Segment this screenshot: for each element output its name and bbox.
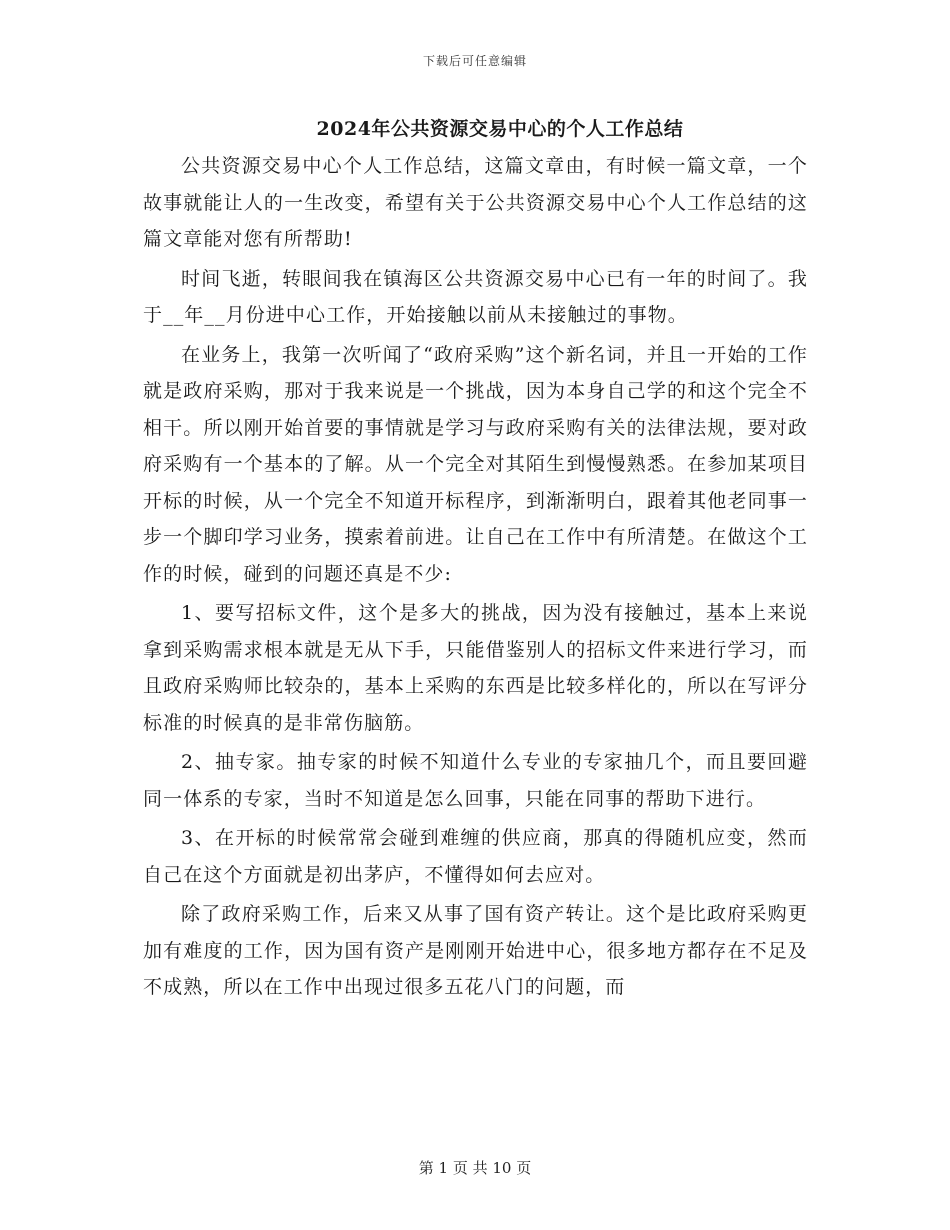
header-note: 下载后可任意编辑: [422, 54, 527, 68]
paragraph: 3、在开标的时候常常会碰到难缠的供应商，那真的得随机应变，然而自己在这个方面就是初出茅庐，不懂得如何去应对。: [143, 827, 808, 886]
paragraph: 除了政府采购工作，后来又从事了国有资产转让。这个是比政府采购更加有难度的工作，因为国有资产是刚刚开始进中心，很多地方都存在不足及不成熟，所以在工作中出现过很多五花八门的问题，而: [143, 903, 808, 998]
document-body: [143, 148, 808, 1009]
document-title: 2024年公共资源交易中心的个人工作总结: [316, 118, 684, 140]
page-footer: 第 1 页 共 10 页: [418, 1159, 532, 1177]
paragraph: 公共资源交易中心个人工作总结，这篇文章由，有时候一篇文章，一个故事就能让人的一生改变，希望有关于公共资源交易中心个人工作总结的这篇文章能对您有所帮助!: [143, 155, 808, 250]
paragraph: 1、要写招标文件，这个是多大的挑战，因为没有接触过，基本上来说拿到采购需求根本就是无从下手，只能借鉴别人的招标文件来进行学习，而且政府采购师比较杂的，基本上采购的东西是比较多样化的，所以在写评分标准的时候真的是非常伤脑筋。: [143, 602, 808, 734]
paragraph: 2、抽专家。抽专家的时候不知道什么专业的专家抽几个，而且要回避同一体系的专家，当时不知道是怎么回事，只能在同事的帮助下进行。: [143, 751, 808, 810]
paragraph: 在业务上，我第一次听闻了“政府采购”这个新名词，并且一开始的工作就是政府采购，那对于我来说是一个挑战，因为本身自己学的和这个完全不相干。所以刚开始首要的事情就是学习与政府采购有关的法律法规，要对政府采购有一个基本的了解。从一个完全对其陌生到慢慢熟悉。在参加某项目开标的时候，从一个完全不知道开标程序，到渐渐明白，跟着其他老同事一步一个脚印学习业务，摸索着前进。让自己在工作中有所清楚。在做这个工作的时候，碰到的问题还真是不少:: [143, 343, 808, 585]
paragraph: 时间飞逝，转眼间我在镇海区公共资源交易中心已有一年的时间了。我于__年__月份进中心工作，开始接触以前从未接触过的事物。: [143, 267, 808, 326]
